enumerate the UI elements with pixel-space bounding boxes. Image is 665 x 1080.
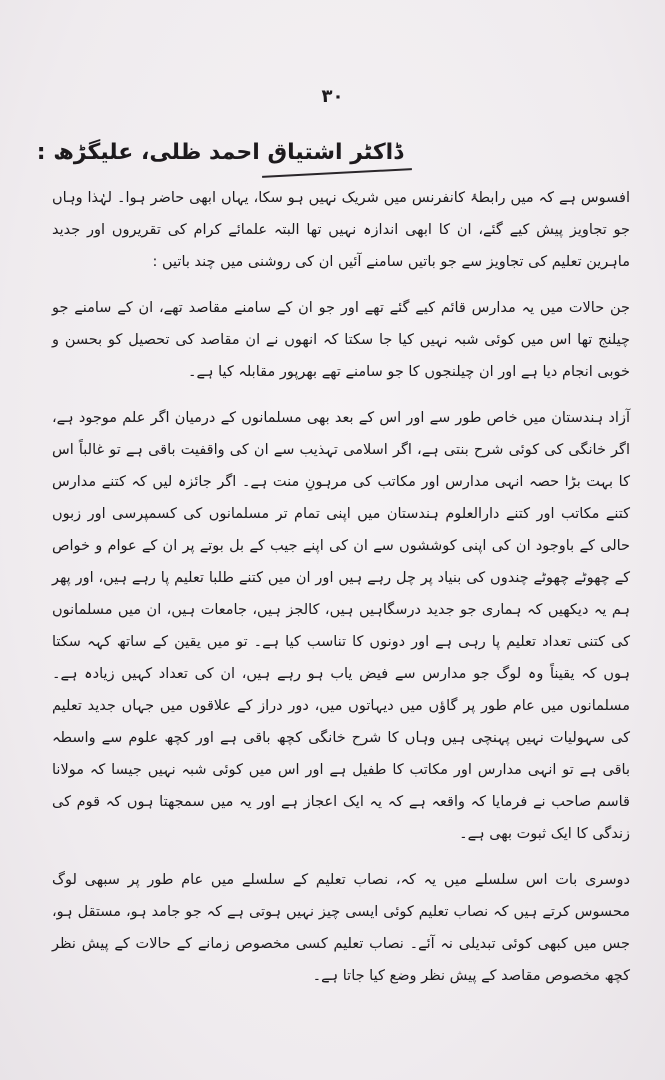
paragraph: آزاد ہندستان میں خاص طور سے اور اس کے بعد بھی مسلمانوں کے درمیان اگر علم موجود ہے، اگر خانگی کی کوئی شرح بنتی ہے، اگر اسلامی تہذیب سے ان کی واقفیت باقی ہے تو غالباً اس کا بہت بڑا حصہ انہی مدارس اور مکاتب کی مرہونِ منت ہے۔ اگر جائزہ لیں کہ کتنے مدارس کتنے مکاتب اور کتنے دارالعلوم ہندستان میں اپنی تمام تر مسلمانوں کی کسمپرسی اور زبوں حالی کے باوجود ان کی اپنی کوششوں سے ان کی اپنے جیب کے بل بوتے پر ان کے عوام و خواص کے چھوٹے چھوٹے چندوں کی بنیاد پر چل رہے ہیں اور ان میں کتنے طلبا تعلیم پا رہے ہیں، اور پھر ہم یہ دیکھیں کہ ہماری جو جدید درسگاہیں ہیں، کالجز ہیں، جامعات ہیں، ان میں مسلمانوں کی کتنی تعداد تعلیم پا رہی ہے اور دونوں کا تناسب کیا ہے۔ تو میں یقین کے ساتھ کہہ سکتا ہوں کہ یقیناً وہ لوگ جو مدارس سے فیض یاب ہو رہے ہیں، ان کی تعداد کہیں زیادہ ہے۔ مسلمانوں میں عام طور پر گاؤں میں دیہاتوں میں، دور دراز کے علاقوں میں جہاں جدید تعلیم کی سہولیات نہیں پہنچی ہیں وہاں کا شرح خانگی کچھ باقی ہے اور کچھ علوم سے واسطہ باقی ہے تو انہی مدارس اور مکاتب کا طفیل ہے اور اس میں کوئی شبہ نہیں جیسا کہ مولانا قاسم صاحب نے فرمایا کہ واقعہ ہے کہ یہ ایک اعجاز ہے اور یہ میں سمجھتا ہوں کہ قوم کی زندگی کا ایک ثبوت بھی ہے۔ bbox=[52, 410, 630, 842]
paragraph: جن حالات میں یہ مدارس قائم کیے گئے تھے اور جو ان کے سامنے مقاصد تھے، ان کے سامنے جو چیلنج تھا اس میں کوئی شبہ نہیں کیا جا سکتا کہ انھوں نے ان مقاصد کی تحصیل کو بحسن و خوبی انجام دیا ہے اور ان چیلنجوں کا جو سامنے تھے بھرپور مقابلہ کیا ہے۔ bbox=[52, 300, 630, 380]
heading-underline bbox=[262, 168, 412, 178]
body-text bbox=[52, 182, 630, 1002]
paragraph: افسوس ہے کہ میں رابطۂ کانفرنس میں شریک نہیں ہو سکا، یہاں ابھی حاضر ہوا۔ لہٰذا وہاں جو تجاویز پیش کیے گئے، ان کا ابھی اندازہ نہیں تھا البتہ علمائے کرام کی تقریروں اور جدید ماہرین تعلیم کی تجاویز سے جو باتیں سامنے آئیں ان کی روشنی میں چند باتیں : bbox=[52, 190, 630, 270]
author-heading: ڈاکٹر اشتیاق احمد ظلی، علیگڑھ : bbox=[36, 140, 403, 165]
paragraph: دوسری بات اس سلسلے میں یہ کہ، نصاب تعلیم کے سلسلے میں عام طور پر سبھی لوگ محسوس کرتے ہیں کہ نصاب تعلیم کوئی ایسی چیز نہیں ہوتی ہے کہ جو جامد ہو، مستقل ہو، جس میں کبھی کوئی تبدیلی نہ آئے۔ نصاب تعلیم کسی مخصوص زمانے کے حالات کے پیش نظر کچھ مخصوص مقاصد کے پیش نظر وضع کیا جاتا ہے۔ bbox=[52, 872, 630, 984]
page-number: ۳۰ bbox=[321, 86, 344, 107]
